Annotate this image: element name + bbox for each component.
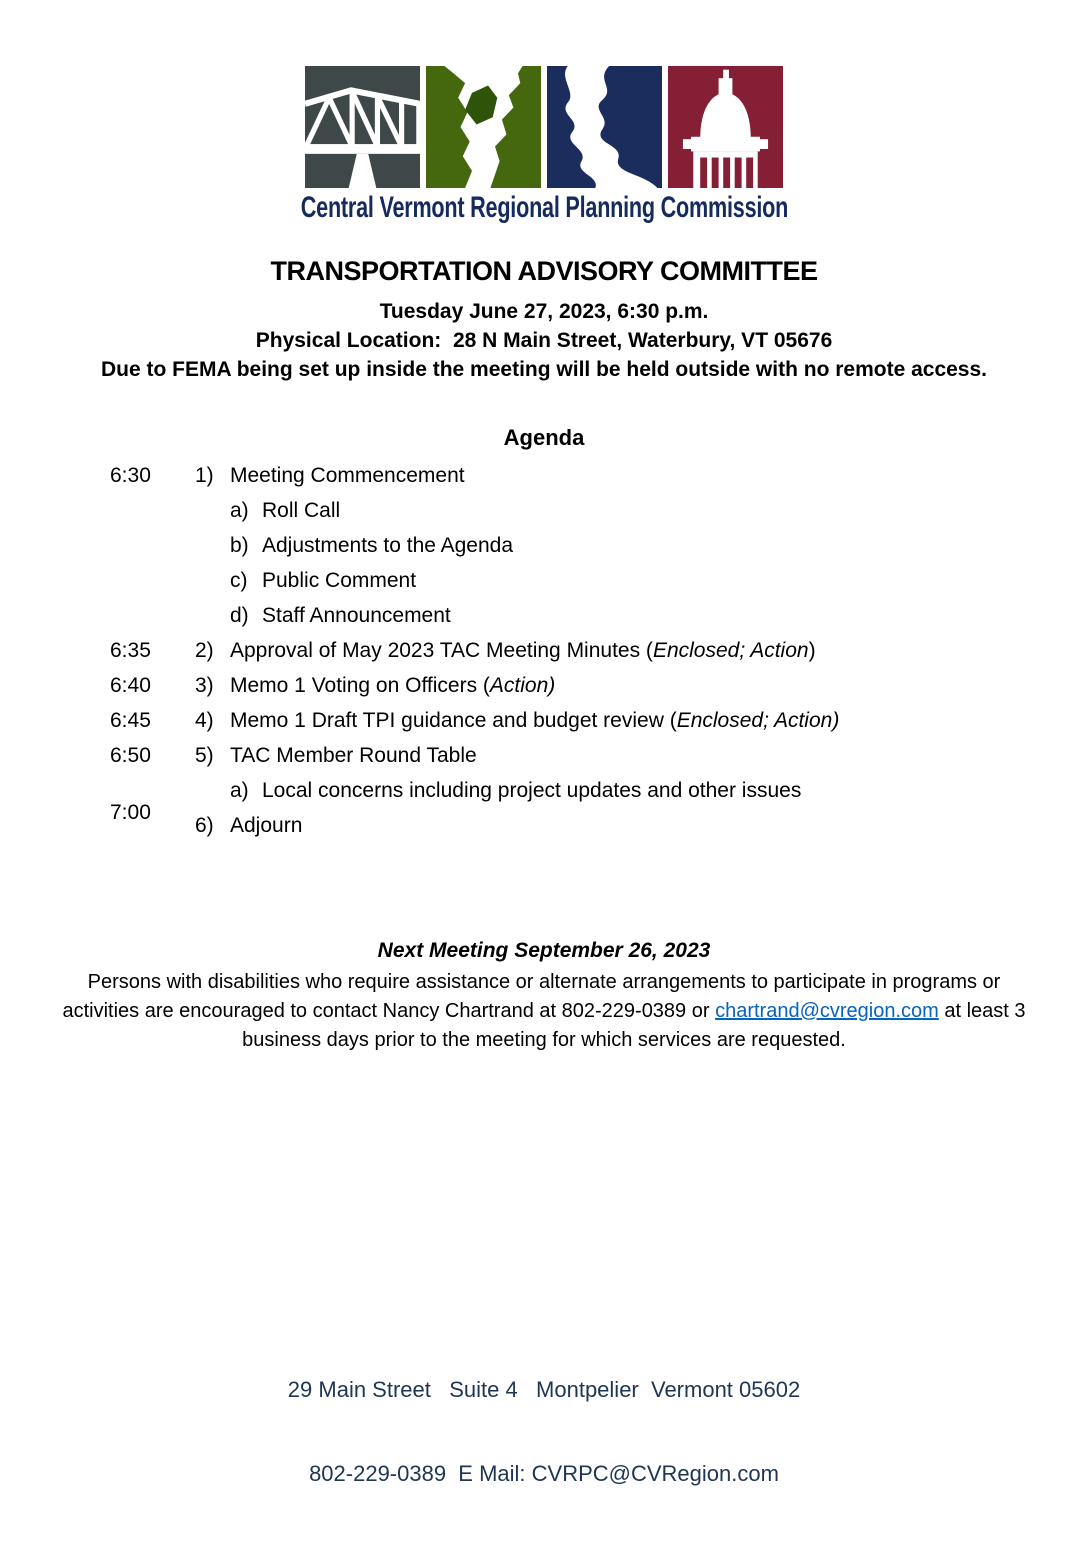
vermont-map-icon — [426, 66, 541, 188]
agenda-subitem-text: Roll Call — [262, 499, 341, 522]
agenda-subitem-letter: a) — [230, 779, 249, 802]
logo-wordmark: Central Vermont Regional Planning Commission — [300, 191, 788, 224]
agenda-indent — [110, 528, 230, 563]
agenda-time: 7:00 — [110, 801, 151, 824]
agenda-item-text: Approval of May 2023 TAC Meeting Minutes (Enclosed; Action) — [230, 639, 816, 662]
agenda-row — [0, 668, 1088, 703]
agenda-item-number: 3) — [195, 674, 214, 697]
agenda-time: 6:50 — [110, 744, 151, 767]
agenda-subitem-letter: b) — [230, 534, 249, 557]
agenda-item-text: Meeting Commencement — [230, 464, 465, 487]
agenda-item-text: Memo 1 Voting on Officers (Action) — [230, 674, 556, 697]
agenda-row — [0, 458, 1088, 493]
river-icon — [547, 66, 662, 188]
next-meeting-heading: Next Meeting September 26, 2023 — [377, 939, 711, 962]
agenda-subitem-letter: a) — [230, 499, 249, 522]
logo-tiles — [305, 66, 783, 188]
accessibility-line-3: business days prior to the meeting for which services are requested. — [242, 1029, 846, 1051]
footer-contact: 802-229-0389 E Mail: CVRPC@CVRegion.com — [309, 1461, 779, 1486]
agenda-item-text: TAC Member Round Table — [230, 744, 477, 767]
meeting-location: Physical Location: 28 N Main Street, Waterbury, VT 05676 — [255, 329, 833, 352]
agenda-time: 6:45 — [110, 709, 151, 732]
agenda-subitem-text: Local concerns including project updates and other issues — [262, 779, 802, 802]
agenda-indent — [110, 563, 230, 598]
agenda-item-number: 4) — [195, 709, 214, 732]
doc-title: TRANSPORTATION ADVISORY COMMITTEE — [270, 256, 818, 286]
agenda-item-number: 1) — [195, 464, 214, 487]
agenda-item-number: 5) — [195, 744, 214, 767]
agenda-list — [0, 458, 1088, 843]
capitol-dome-icon — [668, 66, 783, 188]
agenda-subitem-text: Public Comment — [262, 569, 417, 592]
meeting-header — [0, 255, 1088, 384]
agenda-item-text: Memo 1 Draft TPI guidance and budget review (Enclosed; Action) — [230, 709, 840, 732]
agenda-row — [0, 738, 1088, 773]
agenda-subrow — [0, 528, 1088, 563]
agenda-heading: Agenda — [503, 425, 585, 450]
item-annotation: Action) — [489, 674, 556, 697]
agenda-subitem-text: Adjustments to the Agenda — [262, 534, 514, 557]
footer — [0, 1320, 1088, 1544]
agenda-subrow — [0, 563, 1088, 598]
footer-address: 29 Main Street Suite 4 Montpelier Vermont 05602 — [287, 1377, 801, 1402]
agenda-time: 6:40 — [110, 674, 151, 697]
agenda-item-number: 6) — [195, 814, 214, 837]
agenda-subitem-text: Staff Announcement — [262, 604, 451, 627]
agenda-item-text: Adjourn — [230, 814, 303, 837]
agenda-time: 6:35 — [110, 639, 151, 662]
agenda-indent — [110, 493, 230, 528]
meeting-notice: Due to FEMA being set up inside the meeting will be held outside with no remote access. — [100, 358, 988, 381]
accessibility-line-1: Persons with disabilities who require assistance or alternate arrangements to participate in programs or — [87, 971, 1001, 993]
bridge-icon — [305, 66, 420, 188]
accessibility-line-2: activities are encouraged to contact Nancy Chartrand at 802-229-0389 or chartrand@cvregion.com at least 3 — [62, 1000, 1026, 1022]
agenda-subitem-letter: d) — [230, 604, 249, 627]
agenda-subrow — [0, 493, 1088, 528]
accessibility-note — [0, 968, 1088, 1055]
agenda-subitem-letter: c) — [230, 569, 248, 592]
agenda-time: 6:30 — [110, 464, 151, 487]
agenda-indent — [110, 598, 230, 633]
cvrpc-logo — [0, 0, 1088, 225]
item-annotation: Enclosed; Action) — [676, 709, 840, 732]
agenda-row — [0, 703, 1088, 738]
agenda-item-number: 2) — [195, 639, 214, 662]
meeting-datetime: Tuesday June 27, 2023, 6:30 p.m. — [379, 300, 709, 323]
item-annotation: Enclosed; Action — [652, 639, 809, 662]
email-link[interactable]: chartrand@cvregion.com — [715, 1000, 939, 1022]
agenda-row — [0, 633, 1088, 668]
agenda-subrow — [0, 598, 1088, 633]
logo-wordmark-wrap — [0, 188, 1088, 225]
agenda-row — [0, 801, 1088, 843]
